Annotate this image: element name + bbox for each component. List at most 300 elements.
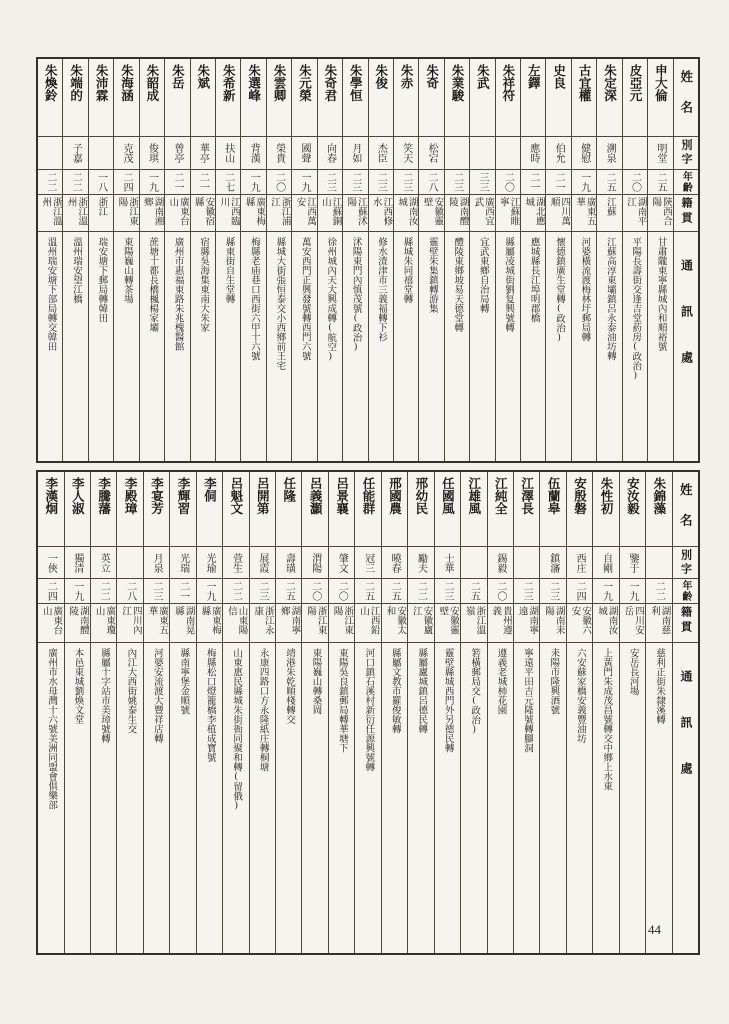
native-cell-text: 安徽靈壁: [437, 606, 458, 635]
header-name: [673, 472, 698, 547]
address-cell-text: 東陽巍山轉桑岡: [310, 648, 321, 715]
name-cell: [623, 59, 647, 137]
address-cell: [114, 232, 138, 461]
address-cell-text: 靖港朱乾順棧轉交: [284, 648, 295, 724]
age-cell-text: 二七: [222, 172, 234, 192]
native-cell: [318, 195, 342, 232]
age-cell-text: 一八: [95, 172, 107, 192]
name-cell-text: 邢國農: [387, 477, 402, 515]
address-cell: [572, 232, 596, 461]
name-cell-text: 李殿璋: [123, 477, 138, 515]
zi-cell: [514, 547, 539, 579]
name-cell: [514, 472, 539, 547]
age-cell: [419, 170, 443, 195]
address-cell-text: 縣城朱同禧堂轉: [401, 237, 412, 304]
zi-cell: [197, 547, 222, 579]
name-cell-text: 朱錦藻: [651, 477, 666, 515]
age-cell: [648, 170, 672, 195]
age-cell-text: 二八: [426, 172, 438, 192]
native-cell-text: 廣東台山: [167, 197, 188, 226]
address-cell-text: 縣南寧堡金順號: [178, 648, 189, 715]
address-cell: [65, 643, 90, 953]
name-cell: [546, 59, 570, 137]
person-column: [169, 472, 195, 953]
person-column: [545, 59, 570, 461]
address-cell-text: 沭陽東門內慎茂號(政治): [350, 237, 361, 352]
zi-cell-text: 背漢: [248, 143, 260, 163]
native-cell: [470, 195, 494, 232]
native-cell-text: 貴州遵義: [490, 606, 511, 635]
native-cell: [38, 195, 62, 232]
age-cell-text: 二三: [400, 172, 412, 192]
person-column: [460, 472, 486, 953]
name-cell: [250, 472, 275, 547]
address-cell: [223, 643, 248, 953]
address-cell-text: 內江大西街姚泰生交: [125, 648, 136, 734]
age-cell-text: 二三: [349, 172, 361, 192]
native-cell-text: 湖南汝城: [396, 197, 417, 226]
age-cell: [38, 170, 62, 195]
name-cell: [567, 472, 592, 547]
native-cell: [329, 604, 354, 643]
age-cell: [170, 579, 195, 604]
address-cell: [63, 232, 87, 461]
person-column: [513, 472, 539, 953]
person-column: [539, 472, 565, 953]
zi-cell-text: 展霞: [256, 552, 268, 573]
name-cell: [355, 472, 380, 547]
age-cell: [623, 170, 647, 195]
name-cell-text: 朱奇君: [322, 64, 337, 102]
person-column: [487, 472, 513, 953]
address-cell: [470, 232, 494, 461]
name-cell: [496, 59, 520, 137]
address-cell: [292, 232, 316, 461]
zi-cell-text: 光瑞: [177, 552, 189, 573]
native-cell: [63, 195, 87, 232]
address-cell-text: 醴陵東鄉坡易天德堂轉: [452, 237, 463, 332]
native-cell-text: 湖南耒陽: [543, 606, 564, 635]
zi-cell-text: 鎮瀋: [547, 552, 559, 573]
native-cell: [144, 604, 169, 643]
address-cell: [597, 232, 621, 461]
person-column: [139, 59, 164, 461]
native-cell-text: 浙江東陽: [305, 606, 326, 635]
zi-cell: [191, 137, 215, 170]
name-cell-text: 朱武: [475, 64, 490, 89]
name-cell-text: 朱定深: [602, 64, 617, 102]
address-cell: [117, 643, 142, 953]
native-cell: [292, 195, 316, 232]
person-column: [62, 59, 87, 461]
age-cell-text: 二〇: [502, 172, 514, 192]
name-cell-text: 朱俊: [373, 64, 388, 89]
age-cell: [318, 170, 342, 195]
zi-cell: [223, 547, 248, 579]
native-cell: [419, 195, 443, 232]
name-cell-text: 伍蘭皋: [546, 477, 561, 515]
name-cell: [38, 472, 63, 547]
name-cell: [369, 59, 393, 137]
zi-cell-text: 一俠: [45, 552, 57, 573]
native-cell-text: 湖南慈利: [648, 606, 670, 635]
name-cell: [144, 472, 169, 547]
person-column: [249, 472, 275, 953]
address-cell: [646, 643, 671, 953]
name-cell: [343, 59, 367, 137]
person-column: [116, 472, 142, 953]
zi-cell: [91, 547, 116, 579]
zi-cell: [470, 137, 494, 170]
name-cell: [593, 472, 618, 547]
address-cell: [496, 232, 520, 461]
header-age: [673, 579, 698, 604]
address-cell-text: 縣城大街張恒泰交小西鄉前王宅: [274, 237, 285, 370]
name-cell-text: 任能群: [361, 477, 376, 515]
name-cell: [329, 472, 354, 547]
native-cell: [38, 604, 63, 643]
name-cell-text: 皮亞元: [627, 64, 642, 102]
person-column: [240, 59, 265, 461]
header-address: [673, 643, 698, 953]
age-cell: [241, 170, 265, 195]
name-cell-text: 安汝毅: [625, 477, 640, 515]
native-cell-text: 安徽宿縣: [192, 197, 214, 226]
native-cell-text: 江蘇銅山: [319, 197, 341, 226]
zi-cell: [521, 137, 545, 170]
zi-cell-text: 錫毅: [494, 552, 506, 573]
native-cell-text: 湖南晃縣: [172, 606, 194, 635]
native-cell: [514, 604, 539, 643]
name-cell-text: 江澤長: [519, 477, 534, 515]
zi-cell: [216, 137, 240, 170]
address-cell: [514, 643, 539, 953]
age-cell: [496, 170, 520, 195]
person-column: [407, 472, 433, 953]
age-cell: [117, 579, 142, 604]
header-age: [674, 170, 698, 195]
header-name-text: 姓名: [678, 70, 693, 131]
name-cell-text: 李人淑: [70, 477, 85, 515]
zi-cell-text: 肇文: [336, 552, 348, 573]
native-cell-text: 湖北應城: [523, 197, 544, 226]
person-column: [328, 472, 354, 953]
native-cell-text: 浙江東陽: [116, 197, 138, 226]
person-column: [90, 472, 116, 953]
zi-cell-text: 杰臣: [375, 143, 387, 163]
address-cell: [329, 643, 354, 953]
address-cell: [140, 232, 164, 461]
age-cell: [435, 579, 460, 604]
address-cell-text: 修水渣津市三義福轉下衫: [376, 237, 387, 342]
zi-cell-text: 向春: [324, 143, 336, 163]
name-cell: [620, 472, 645, 547]
age-cell: [646, 579, 671, 604]
native-cell-text: 安徽太和: [384, 606, 406, 635]
address-cell: [488, 643, 513, 953]
header-column: [672, 472, 698, 953]
age-cell: [140, 170, 164, 195]
native-cell: [140, 195, 164, 232]
address-cell-text: 安岳長河場: [627, 648, 638, 696]
age-cell-text: 一九: [71, 581, 83, 601]
person-column: [647, 59, 672, 461]
age-cell: [546, 170, 570, 195]
person-column: [520, 59, 545, 461]
native-cell-text: 浙江溫州: [40, 197, 61, 226]
age-cell: [89, 170, 113, 195]
name-cell: [408, 472, 433, 547]
native-cell-text: 安徽靈壁: [421, 197, 443, 226]
name-cell: [318, 59, 342, 137]
zi-cell-text: 俊琪: [146, 143, 158, 163]
address-cell: [170, 643, 195, 953]
age-cell: [445, 170, 469, 195]
age-cell: [355, 579, 380, 604]
zi-cell: [343, 137, 367, 170]
header-address-text: 通訊處: [679, 670, 693, 808]
native-cell-text: 浙江東陽: [331, 606, 353, 635]
native-cell-text: 浙江浦江: [269, 197, 290, 226]
name-cell-text: 左鐸: [526, 64, 541, 89]
person-column: [215, 59, 240, 461]
age-cell-text: 二五: [389, 581, 401, 601]
age-cell: [382, 579, 407, 604]
person-column: [190, 59, 215, 461]
age-cell: [65, 579, 90, 604]
address-cell-text: 耒陽市隆興酒號: [548, 648, 559, 715]
zi-cell: [496, 137, 520, 170]
age-cell-text: 二五: [283, 581, 295, 601]
header-address: [674, 232, 698, 461]
age-cell-text: 二五: [362, 581, 374, 601]
native-cell-text: 廣東梅縣: [243, 197, 265, 226]
name-cell-text: 朱赤: [399, 64, 414, 89]
zi-cell: [623, 137, 647, 170]
age-cell-text: 二三: [151, 581, 163, 601]
native-cell: [223, 604, 248, 643]
address-cell: [276, 643, 301, 953]
zi-cell: [165, 137, 189, 170]
address-cell: [435, 643, 460, 953]
name-cell: [241, 59, 265, 137]
header-native: [673, 604, 698, 643]
address-cell-text: 梅縣老庙巷口西街六甲十六號: [248, 237, 259, 361]
person-column: [342, 59, 367, 461]
native-cell-text: 四川內江: [120, 606, 141, 635]
zi-cell: [620, 547, 645, 579]
age-cell: [521, 170, 545, 195]
zi-cell-text: 國聲: [299, 143, 311, 163]
native-cell: [267, 195, 291, 232]
address-cell: [91, 643, 116, 953]
native-cell: [408, 604, 433, 643]
zi-cell: [329, 547, 354, 579]
header-zi-text: 別字: [679, 139, 692, 167]
address-cell-text: 縣東街自生堂轉: [223, 237, 234, 304]
age-cell-text: 二一: [177, 581, 189, 601]
native-cell: [445, 195, 469, 232]
address-cell: [394, 232, 418, 461]
name-cell-text: 朱學恒: [348, 64, 363, 102]
header-column: [673, 59, 698, 461]
age-cell: [276, 579, 301, 604]
name-cell-text: 江純全: [493, 477, 508, 515]
address-cell: [302, 643, 327, 953]
age-cell: [514, 579, 539, 604]
address-cell-text: 箬橫郵局交(政治): [469, 648, 480, 735]
age-cell-text: 二五: [654, 172, 666, 192]
native-cell-text: 廣西宜武: [472, 197, 494, 226]
native-cell-text: 湖南醴陵: [446, 197, 468, 226]
name-cell: [382, 472, 407, 547]
age-cell-text: 二〇: [629, 172, 641, 192]
native-cell: [648, 195, 672, 232]
address-cell-text: 蔗塘十都長橋楓楊家壩: [147, 237, 158, 332]
name-cell: [65, 472, 90, 547]
person-column: [222, 472, 248, 953]
name-cell-text: 朱性初: [598, 477, 613, 515]
zi-cell: [572, 137, 596, 170]
native-cell-text: 安徽廬江: [410, 606, 432, 635]
age-cell-text: 二三: [375, 172, 387, 192]
zi-cell: [250, 547, 275, 579]
name-cell-text: 呂魁文: [228, 477, 243, 515]
zi-cell: [38, 547, 63, 579]
name-cell: [38, 59, 62, 137]
age-cell: [369, 170, 393, 195]
address-cell-text: 宜武東鄉自治局轉: [477, 237, 488, 313]
person-column: [301, 472, 327, 953]
native-cell-text: 湖南醴陵: [67, 606, 88, 635]
address-cell: [165, 232, 189, 461]
person-column: [113, 59, 138, 461]
name-cell-text: 史良: [551, 64, 566, 89]
age-cell-text: 二二: [98, 581, 110, 601]
zi-cell-text: 伯允: [553, 143, 565, 163]
age-cell: [63, 170, 87, 195]
age-cell-text: 一九: [248, 172, 260, 192]
native-cell-text: 江蘇睢寧: [497, 197, 519, 226]
address-cell: [267, 232, 291, 461]
address-cell-text: 萬安西門正興發號轉西門六號: [299, 237, 310, 361]
native-cell: [597, 195, 621, 232]
native-cell-text: 廣東台山: [40, 606, 62, 635]
native-cell-text: 江西鉛山: [358, 606, 379, 635]
zi-cell: [144, 547, 169, 579]
address-cell: [197, 643, 222, 953]
zi-cell-text: 冠三: [362, 552, 374, 573]
address-cell-text: 六安蘇家橋安義豐油坊: [574, 648, 585, 743]
native-cell: [623, 195, 647, 232]
person-column: [266, 59, 291, 461]
native-cell: [461, 604, 486, 643]
zi-cell: [355, 547, 380, 579]
native-cell: [241, 195, 265, 232]
zi-cell-text: 壽璜: [283, 552, 295, 573]
zi-cell: [276, 547, 301, 579]
person-column: [418, 59, 443, 461]
header-name: [674, 59, 698, 137]
age-cell: [216, 170, 240, 195]
age-cell-text: 二三: [547, 581, 559, 601]
zi-cell: [546, 137, 570, 170]
zi-cell: [140, 137, 164, 170]
zi-cell-text: 明堂: [654, 143, 666, 163]
age-cell: [620, 579, 645, 604]
name-cell-text: 任隆: [281, 477, 296, 502]
address-cell: [620, 643, 645, 953]
native-cell: [276, 604, 301, 643]
age-cell-text: 二五: [604, 172, 616, 192]
person-column: [143, 472, 169, 953]
person-column: [571, 59, 596, 461]
age-cell: [292, 170, 316, 195]
zi-cell-text: 華亭: [197, 143, 209, 163]
address-cell: [419, 232, 443, 461]
page-number: 44: [648, 922, 661, 937]
person-column: [622, 59, 647, 461]
name-cell-text: 呂義灝: [308, 477, 323, 515]
native-cell-text: 廣東瓊山: [93, 606, 115, 635]
native-cell-text: 浙江: [96, 197, 107, 216]
native-cell-text: 浙江溫嶺: [463, 606, 485, 635]
person-column: [596, 59, 621, 461]
age-cell-text: 二八: [124, 581, 136, 601]
native-cell: [89, 195, 113, 232]
native-cell: [343, 195, 367, 232]
zi-cell: [408, 547, 433, 579]
age-cell: [593, 579, 618, 604]
zi-cell: [65, 547, 90, 579]
address-cell: [369, 232, 393, 461]
zi-cell-text: 克茂: [121, 143, 133, 163]
zi-cell-text: 笑天: [400, 143, 412, 163]
zi-cell: [38, 137, 62, 170]
header-native: [674, 195, 698, 232]
age-cell-text: 二二: [653, 581, 665, 601]
address-cell-text: 瑞安塘下郵局轉韓田: [96, 237, 107, 323]
age-cell: [223, 579, 248, 604]
name-cell: [114, 59, 138, 137]
address-cell-text: 徐州城內天大興成轉(航空): [325, 237, 336, 362]
address-cell: [216, 232, 240, 461]
person-column: [619, 472, 645, 953]
person-column: [38, 59, 62, 461]
name-cell: [197, 472, 222, 547]
age-cell: [540, 579, 565, 604]
zi-cell: [593, 547, 618, 579]
age-cell-text: 二二: [230, 581, 242, 601]
address-cell-text: 江蘇高淳東壩鎮呂永泰油坊轉: [604, 237, 615, 361]
age-cell-text: 二〇: [273, 172, 285, 192]
header-age-text: 年齡: [680, 171, 692, 193]
name-cell-text: 李騰藩: [96, 477, 111, 515]
name-cell: [646, 472, 671, 547]
age-cell-text: 二三: [521, 581, 533, 601]
address-cell-text: 懷德鎮廣生堂轉(政治): [553, 237, 564, 343]
zi-cell: [394, 137, 418, 170]
name-cell: [223, 472, 248, 547]
name-cell: [572, 59, 596, 137]
native-cell: [165, 195, 189, 232]
person-column: [434, 472, 460, 953]
name-cell-text: 朱雲卿: [272, 64, 287, 102]
native-cell: [191, 195, 215, 232]
address-cell-text: 縣屬十字站市美璋號轉: [98, 648, 109, 743]
age-cell-text: 二〇: [336, 581, 348, 601]
zi-cell: [648, 137, 672, 170]
